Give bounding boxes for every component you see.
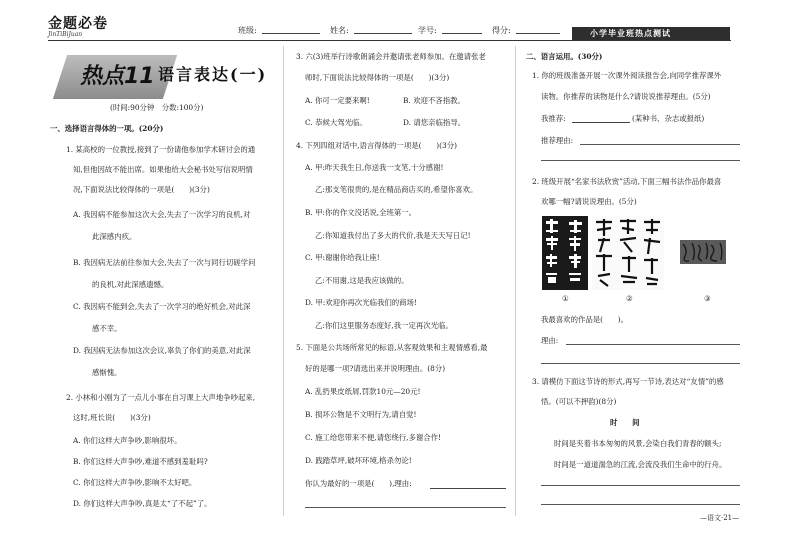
favorite-reason-label: 理由: (541, 336, 559, 345)
header-rule (48, 40, 731, 41)
q1-option[interactable]: B. 我因病无法前往参加大会,失去了一次与同行切磋学问 (73, 258, 256, 267)
class-field[interactable] (262, 33, 320, 34)
q1-option-cont: 感不幸。 (92, 324, 122, 333)
calligraphy-number: ③ (704, 294, 711, 303)
recommend-reason-line[interactable] (541, 160, 740, 161)
s2q2-text: 2. 班级开展“名家书法欣赏”活动,下面三幅书法作品你最喜 (532, 177, 722, 186)
calligraphy-number: ② (626, 294, 633, 303)
q3-option[interactable]: C. 恭候大驾光临。 (305, 118, 367, 127)
q5-option[interactable]: A. 乱扔果皮纸屑,罚款10元—20元! (305, 387, 421, 396)
recommend-field[interactable] (572, 122, 630, 123)
q2-option[interactable]: D. 你们这样大声争吵,真是太“了不起”了。 (73, 499, 212, 508)
q4-dialog[interactable]: D. 甲:欢迎你再次光临我们的商场! (305, 298, 417, 307)
q4-dialog[interactable]: A. 甲:昨天我生日,你送我一支笔,十分感谢! (305, 163, 444, 172)
q5-option[interactable]: D. 践踏草坪,破坏环境,格杀勿论! (305, 456, 412, 465)
badge: 小学毕业班热点测试 (590, 28, 671, 38)
class-label: 班级: (238, 26, 257, 35)
poem-title: 时 间 (610, 418, 640, 427)
q4-dialog: 乙:不用谢,这是我应该做的。 (315, 276, 409, 285)
q5-answer-field[interactable] (430, 488, 506, 489)
name-label: 姓名: (330, 26, 349, 35)
q4-dialog: 乙:你知道我付出了多大的代价,我是天天写日记! (315, 231, 471, 240)
q3-text: 师时,下面说法比较得体的一项是( )(3分) (305, 73, 450, 82)
q4-dialog: 乙:你们这里服务态度好,我一定再次光临。 (315, 321, 453, 330)
brand-logo: 金题必卷 (48, 16, 108, 32)
q4-dialog[interactable]: B. 甲:你的作文没话说,全班第一。 (305, 208, 417, 217)
q1-text: 况,下面说法比较得体的一项是( )(3分) (73, 185, 210, 194)
q1-option[interactable]: A. 我因病不能参加这次大会,失去了一次学习的良机,对 (73, 210, 251, 219)
q4-dialog[interactable]: C. 甲:谢谢你给我让座! (305, 253, 380, 262)
s2q1-text: 1. 你的班级准备开展一次课外阅读报告会,向同学推荐课外 (532, 71, 722, 80)
q3-text: 3. 六(3)班举行诗歌朗诵会并邀请张老师参加。在邀请张老 (296, 52, 486, 61)
q1-option-cont: 的良机,对此深感遗憾。 (92, 280, 169, 289)
favorite-reason-line[interactable] (541, 363, 740, 364)
page-footer: —语文·21— (700, 514, 740, 522)
q2-text: 这时,班长说( )(3分) (73, 413, 151, 422)
q3-option[interactable]: B. 欢迎不吝指教。 (403, 96, 465, 105)
q1-option-cont: 此深感内疚。 (92, 232, 137, 241)
topic-number: 热点11 (80, 64, 155, 89)
column-divider (515, 46, 516, 516)
q3-option[interactable]: D. 请您亲临指导。 (403, 118, 466, 127)
section2-heading: 二、语言运用。(30分) (526, 52, 603, 61)
q5-option[interactable]: C. 施工给您带来不便,请您绕行,多谢合作! (305, 433, 442, 442)
s2q3-text: 悟。(可以不押韵)(8分) (541, 397, 617, 406)
recommend-reason-label: 推荐理由: (541, 136, 574, 145)
score-field[interactable] (516, 33, 560, 34)
q2-option[interactable]: B. 你们这样大声争吵,难道不感到羞耻吗? (73, 457, 208, 466)
q1-option[interactable]: C. 我因病不能到会,失去了一次学习的绝好机会,对此深 (73, 302, 251, 311)
poem-answer-line[interactable] (541, 504, 740, 505)
q2-option[interactable]: A. 你们这样大声争吵,影响很坏。 (73, 436, 182, 445)
q5-option[interactable]: B. 损坏公物是不文明行为,请自觉! (305, 410, 417, 419)
q1-option[interactable]: D. 我因病无法参加这次会议,辜负了你们的美意,对此深 (73, 346, 251, 355)
page-header (0, 0, 793, 46)
q5-text: 5. 下面是公共场所常见的标语,从客观效果和主观情感看,最 (296, 343, 488, 352)
exam-meta: (时间:90分钟 分数:100分) (110, 103, 204, 112)
poem-answer-line[interactable] (541, 485, 740, 486)
q3-option[interactable]: A. 你可一定要来啊! (305, 96, 370, 105)
q2-option[interactable]: C. 你们这样大声争吵,影响不太好吧。 (73, 478, 197, 487)
favorite-reason-line[interactable] (566, 344, 740, 345)
column-divider (283, 46, 284, 516)
recommend-hint: (某种书、杂志或报纸) (632, 114, 705, 123)
favorite-choice[interactable]: 我最喜欢的作品是( )。 (541, 315, 629, 324)
q4-dialog: 乙:那支笔很贵的,是在精品商店买的,希望你喜欢。 (315, 185, 478, 194)
q1-text: 1. 某高校的一位教授,接到了一份请他参加学术研讨会的通 (66, 145, 256, 154)
q5-answer-line[interactable] (305, 507, 506, 508)
q4-text: 4. 下列四组对话中,语言得体的一项是( )(3分) (296, 141, 458, 150)
section1-heading: 一、选择语言得体的一项。(20分) (50, 124, 164, 133)
calligraphy-image-3 (680, 240, 726, 264)
calligraphy-image-1 (542, 216, 588, 290)
id-field[interactable] (442, 33, 482, 34)
recommend-reason-line[interactable] (580, 144, 740, 145)
s2q3-text: 3. 请模仿下面这节诗的形式,再写一节诗,表达对“友情”的感 (532, 377, 724, 386)
q1-text: 知,但他因故不能出席。如果他给大会秘书处写信说明情 (73, 165, 253, 174)
s2q1-text: 读物。你推荐的读物是什么?请说说推荐理由。(5分) (541, 92, 711, 101)
s2q2-text: 欢哪一幅?请说说理由。(5分) (541, 197, 637, 206)
recommend-label: 我推荐: (541, 114, 566, 123)
q5-text: 好的是哪一项?请选出来并说明理由。(8分) (305, 364, 446, 373)
q5-answer-label: 你认为最好的一项是( ),理由: (305, 479, 412, 488)
name-field[interactable] (354, 33, 412, 34)
poem-line: 时间是一道道湍急的江流,会流没我们生命中的行舟。 (554, 460, 727, 469)
poem-line: 时间是夹着书本匆匆的风景,会染白我们青春的额头; (554, 439, 722, 448)
id-label: 学号: (418, 26, 437, 35)
q1-option-cont: 感惭愧。 (92, 368, 122, 377)
calligraphy-number: ① (562, 294, 569, 303)
page-title: 语言表达(一) (158, 65, 268, 84)
q2-text: 2. 小林和小刚为了一点儿小事在自习课上大声地争吵起来, (66, 393, 256, 402)
score-label: 得分: (492, 26, 511, 35)
calligraphy-image-2 (592, 216, 664, 290)
brand-logo-sub: JinTiBiJuan (48, 31, 83, 38)
